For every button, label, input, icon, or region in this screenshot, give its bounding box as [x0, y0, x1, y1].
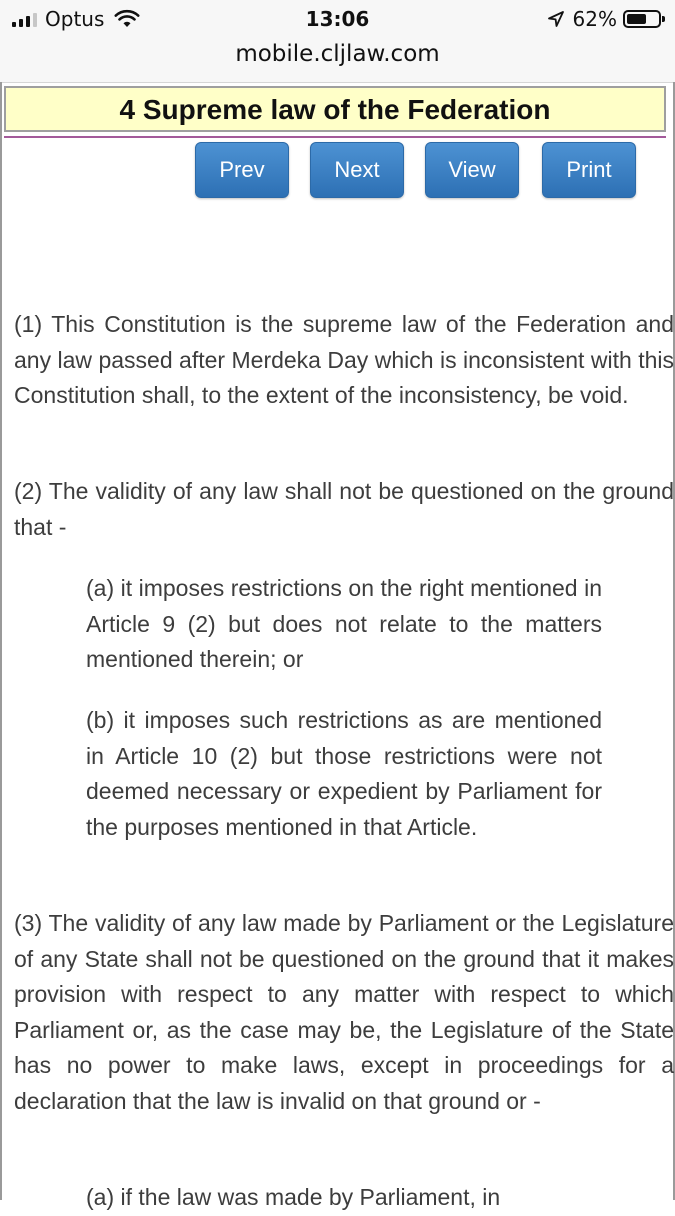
clause-2a: (a) it imposes restrictions on the right mentioned in Article 9 (2) but does not relate to the matters mentioned therein; or [86, 575, 602, 673]
clock: 13:06 [305, 7, 370, 31]
carrier-name: Optus [45, 7, 105, 31]
clause-3: (3) The validity of any law made by Parliament or the Legislature of any State shall not be questioned on the ground that it makes provision with respect to any matter with respect to which Parliament or, as the case may be, the Legislature of the State has no power to make laws, except in proceedings for a declaration that the law is invalid on that ground or - [14, 910, 674, 1114]
clause-3a: (a) if the law was made by Parliament, in [86, 1184, 501, 1210]
clause-2: (2) The validity of any law shall not be questioned on the ground that - [14, 478, 674, 540]
clause-1: (1) This Constitution is the supreme law of the Federation and any law passed after Merdeka Day which is inconsistent with this Constitution shall, to the extent of the inconsistency, be void. [14, 311, 674, 409]
view-button[interactable]: View [425, 142, 519, 198]
page-title: 4 Supreme law of the Federation [4, 86, 666, 132]
print-button[interactable]: Print [542, 142, 636, 198]
prev-button[interactable]: Prev [195, 142, 289, 198]
clause-2b: (b) it imposes such restrictions as are mentioned in Article 10 (2) but those restrictions were not deemed necessary or expedient by Parliament for the purposes mentioned in that Article. [86, 707, 602, 840]
battery-percent: 62% [572, 7, 617, 31]
next-button[interactable]: Next [310, 142, 404, 198]
url-text[interactable]: mobile.cljlaw.com [235, 41, 440, 67]
